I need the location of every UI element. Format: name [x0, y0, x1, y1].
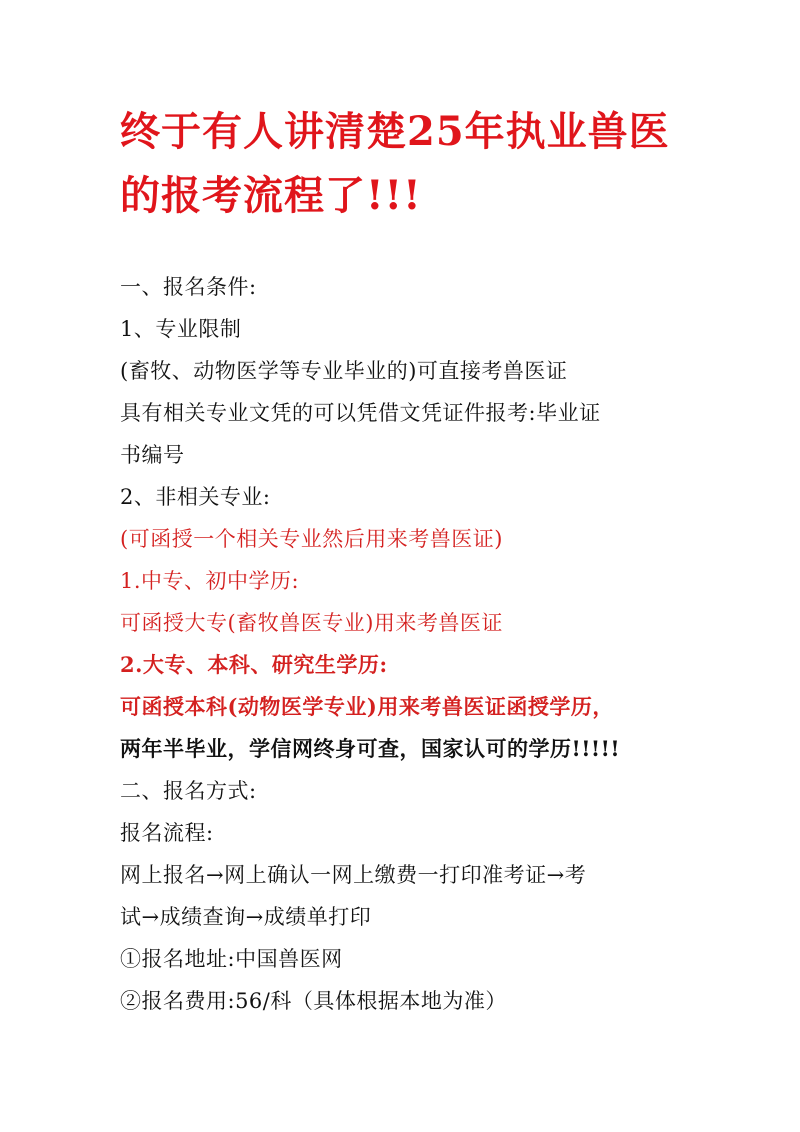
body-line: 书编号 — [120, 443, 185, 467]
subheading-non-related-major: 2、非相关专业: — [120, 485, 271, 509]
highlight-line: (可函授一个相关专业然后用来考兽医证) — [120, 527, 503, 551]
subheading-registration-process: 报名流程: — [120, 821, 214, 845]
body-line: 具有相关专业文凭的可以凭借文凭证件报考:毕业证 — [120, 401, 601, 425]
body-line-emphasis: 两年半毕业，学信网终身可查，国家认可的学历!!!!! — [120, 736, 621, 761]
subheading-major-restriction: 1、专业限制 — [120, 317, 242, 341]
process-flow-line: 试→成绩查询→成绩单打印 — [120, 905, 372, 929]
section-heading-registration-conditions: 一、报名条件: — [120, 275, 257, 299]
highlight-line: 可函授本科(动物医学专业)用来考兽医证函授学历， — [120, 694, 614, 719]
page-title — [120, 100, 740, 228]
body-line: (畜牧、动物医学等专业毕业的)可直接考兽医证 — [120, 359, 568, 383]
highlight-line: 1.中专、初中学历: — [120, 569, 300, 593]
registration-fee-line: ②报名费用:56/科（具体根据本地为准） — [120, 989, 507, 1013]
registration-address-line: ①报名地址:中国兽医网 — [120, 947, 343, 971]
title-line-2: 的报考流程了!!! — [120, 172, 422, 219]
title-line-1: 终于有人讲清楚25年执业兽医 — [120, 108, 670, 155]
section-heading-registration-method: 二、报名方式: — [120, 779, 257, 803]
highlight-line: 可函授大专(畜牧兽医专业)用来考兽医证 — [120, 611, 503, 635]
highlight-line: 2.大专、本科、研究生学历: — [120, 652, 388, 677]
process-flow-line: 网上报名→网上确认一网上缴费一打印准考证→考 — [120, 863, 587, 887]
document-body — [120, 266, 740, 1022]
